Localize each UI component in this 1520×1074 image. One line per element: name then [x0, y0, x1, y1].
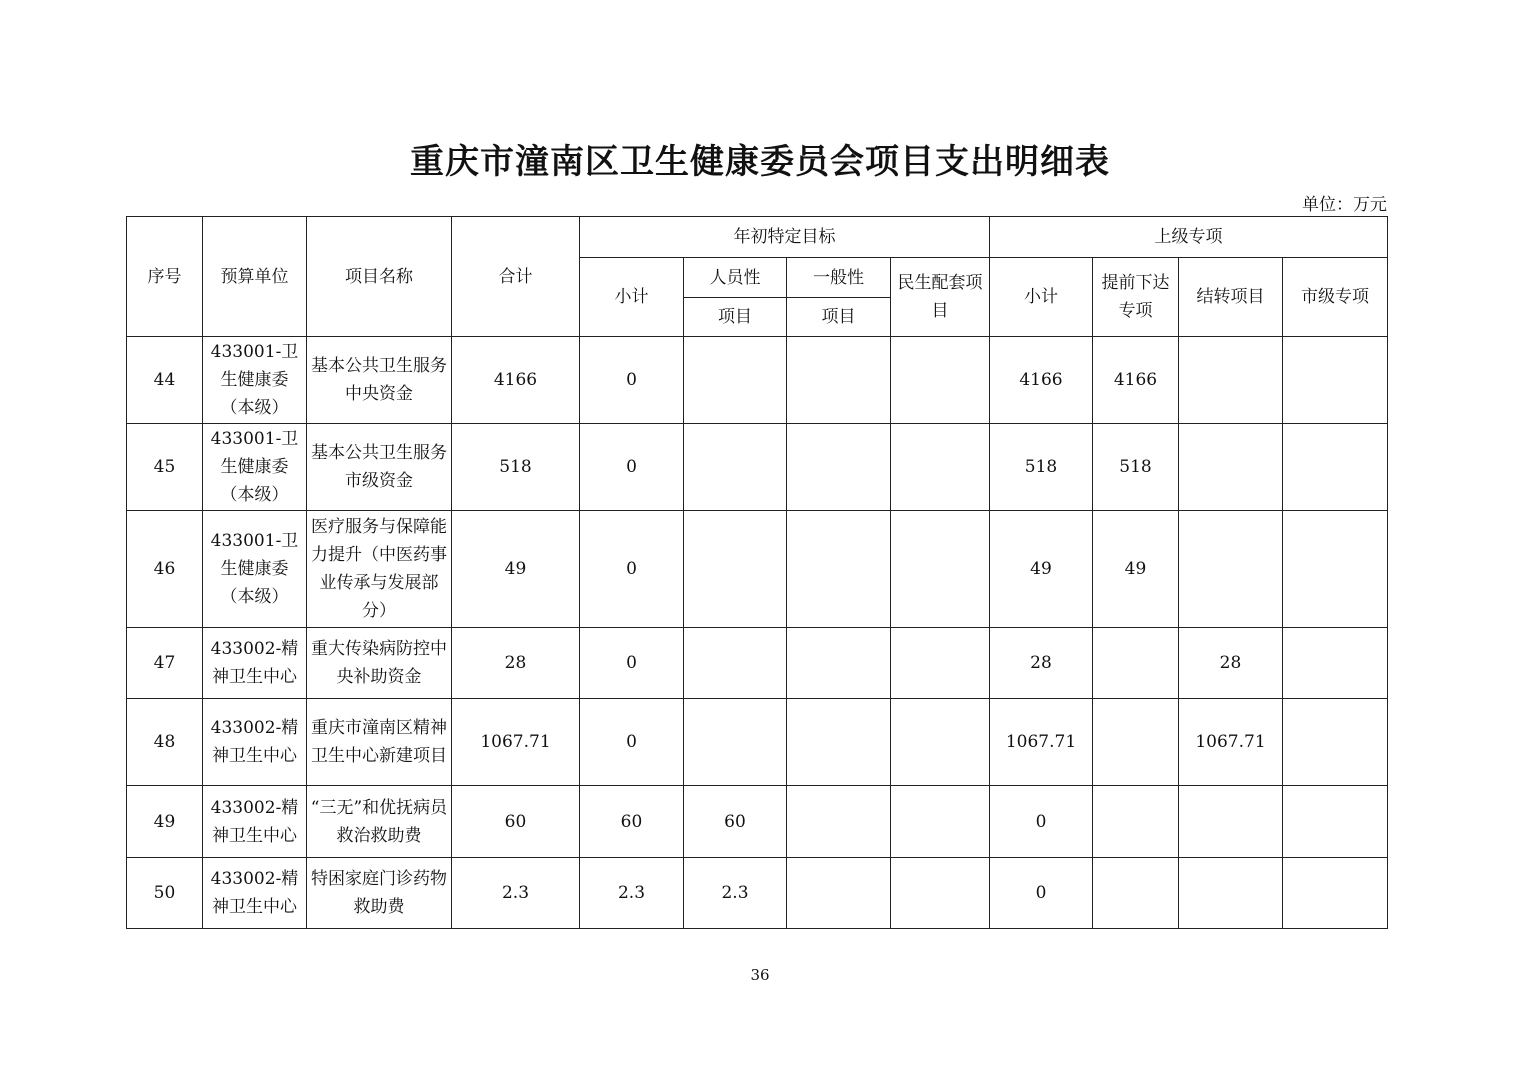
- cell-total: 1067.71: [452, 699, 580, 786]
- cell-advance: 518: [1093, 424, 1179, 511]
- cell-project-name: “三无”和优抚病员救治救助费: [307, 786, 452, 858]
- cell-total: 60: [452, 786, 580, 858]
- cell-seq: 47: [127, 628, 203, 699]
- cell-livelihood: [891, 786, 990, 858]
- cell-general: [787, 786, 891, 858]
- header-city: 市级专项: [1283, 258, 1388, 337]
- cell-livelihood: [891, 699, 990, 786]
- cell-personnel: 2.3: [684, 858, 787, 929]
- cell-superior-subtotal: 1067.71: [990, 699, 1093, 786]
- cell-total: 4166: [452, 337, 580, 424]
- cell-budget-unit: 433001-卫生健康委（本级）: [203, 424, 307, 511]
- cell-personnel: 60: [684, 786, 787, 858]
- cell-initial-subtotal: 2.3: [580, 858, 684, 929]
- cell-carryover: 28: [1179, 628, 1283, 699]
- unit-label: 单位：万元: [1302, 195, 1387, 215]
- header-initial-targets: 年初特定目标: [580, 217, 990, 258]
- cell-initial-subtotal: 0: [580, 511, 684, 628]
- cell-livelihood: [891, 628, 990, 699]
- cell-seq: 46: [127, 511, 203, 628]
- page-title: 重庆市潼南区卫生健康委员会项目支出明细表: [410, 142, 1110, 182]
- cell-carryover: [1179, 337, 1283, 424]
- cell-city: [1283, 858, 1388, 929]
- cell-superior-subtotal: 0: [990, 786, 1093, 858]
- table-row: [127, 511, 1388, 628]
- table-row: [127, 858, 1388, 929]
- table-row: [127, 786, 1388, 858]
- cell-city: [1283, 511, 1388, 628]
- cell-carryover: [1179, 786, 1283, 858]
- cell-initial-subtotal: 60: [580, 786, 684, 858]
- cell-carryover: [1179, 424, 1283, 511]
- header-livelihood: 民生配套项目: [891, 258, 990, 337]
- cell-total: 2.3: [452, 858, 580, 929]
- cell-budget-unit: 433002-精神卫生中心: [203, 786, 307, 858]
- header-subtotal-superior: 小计: [990, 258, 1093, 337]
- cell-personnel: [684, 628, 787, 699]
- cell-general: [787, 628, 891, 699]
- header-personnel: 人员性: [684, 258, 787, 298]
- cell-carryover: [1179, 511, 1283, 628]
- header-subtotal-initial: 小计: [580, 258, 684, 337]
- cell-initial-subtotal: 0: [580, 699, 684, 786]
- cell-superior-subtotal: 49: [990, 511, 1093, 628]
- table-row: [127, 699, 1388, 786]
- cell-carryover: [1179, 858, 1283, 929]
- cell-budget-unit: 433002-精神卫生中心: [203, 699, 307, 786]
- cell-project-name: 医疗服务与保障能力提升（中医药事业传承与发展部分）: [307, 511, 452, 628]
- cell-general: [787, 858, 891, 929]
- cell-initial-subtotal: 0: [580, 628, 684, 699]
- cell-livelihood: [891, 337, 990, 424]
- cell-superior-subtotal: 518: [990, 424, 1093, 511]
- cell-general: [787, 424, 891, 511]
- cell-project-name: 基本公共卫生服务中央资金: [307, 337, 452, 424]
- cell-city: [1283, 786, 1388, 858]
- cell-personnel: [684, 337, 787, 424]
- cell-seq: 44: [127, 337, 203, 424]
- header-project: 项目名称: [307, 217, 452, 337]
- cell-project-name: 重大传染病防控中央补助资金: [307, 628, 452, 699]
- cell-carryover: 1067.71: [1179, 699, 1283, 786]
- cell-seq: 49: [127, 786, 203, 858]
- table-row: [127, 337, 1388, 424]
- cell-general: [787, 699, 891, 786]
- cell-total: 518: [452, 424, 580, 511]
- cell-city: [1283, 337, 1388, 424]
- cell-superior-subtotal: 0: [990, 858, 1093, 929]
- cell-advance: [1093, 858, 1179, 929]
- cell-initial-subtotal: 0: [580, 337, 684, 424]
- cell-project-name: 重庆市潼南区精神卫生中心新建项目: [307, 699, 452, 786]
- cell-advance: [1093, 628, 1179, 699]
- cell-city: [1283, 699, 1388, 786]
- project-expense-table: [126, 216, 1388, 929]
- cell-livelihood: [891, 858, 990, 929]
- header-unit: 预算单位: [203, 217, 307, 337]
- cell-seq: 45: [127, 424, 203, 511]
- table-row: [127, 424, 1388, 511]
- header-total: 合计: [452, 217, 580, 337]
- cell-seq: 48: [127, 699, 203, 786]
- cell-livelihood: [891, 511, 990, 628]
- cell-general: [787, 337, 891, 424]
- header-advance: 提前下达专项: [1093, 258, 1179, 337]
- cell-city: [1283, 628, 1388, 699]
- cell-personnel: [684, 699, 787, 786]
- page-number: 36: [750, 966, 770, 984]
- cell-advance: [1093, 699, 1179, 786]
- cell-advance: 49: [1093, 511, 1179, 628]
- cell-budget-unit: 433001-卫生健康委（本级）: [203, 337, 307, 424]
- header-superior-special: 上级专项: [990, 217, 1388, 258]
- cell-total: 28: [452, 628, 580, 699]
- cell-total: 49: [452, 511, 580, 628]
- cell-superior-subtotal: 4166: [990, 337, 1093, 424]
- header-seq: 序号: [127, 217, 203, 337]
- header-general: 一般性: [787, 258, 891, 298]
- cell-budget-unit: 433001-卫生健康委（本级）: [203, 511, 307, 628]
- table-row: [127, 628, 1388, 699]
- cell-project-name: 特困家庭门诊药物救助费: [307, 858, 452, 929]
- cell-budget-unit: 433002-精神卫生中心: [203, 858, 307, 929]
- cell-city: [1283, 424, 1388, 511]
- cell-budget-unit: 433002-精神卫生中心: [203, 628, 307, 699]
- cell-livelihood: [891, 424, 990, 511]
- cell-advance: [1093, 786, 1179, 858]
- header-personnel-project: 项目: [684, 298, 787, 337]
- header-carryover: 结转项目: [1179, 258, 1283, 337]
- cell-personnel: [684, 511, 787, 628]
- cell-advance: 4166: [1093, 337, 1179, 424]
- cell-superior-subtotal: 28: [990, 628, 1093, 699]
- cell-initial-subtotal: 0: [580, 424, 684, 511]
- cell-seq: 50: [127, 858, 203, 929]
- cell-personnel: [684, 424, 787, 511]
- cell-project-name: 基本公共卫生服务市级资金: [307, 424, 452, 511]
- header-general-project: 项目: [787, 298, 891, 337]
- cell-general: [787, 511, 891, 628]
- table-body: [127, 337, 1388, 929]
